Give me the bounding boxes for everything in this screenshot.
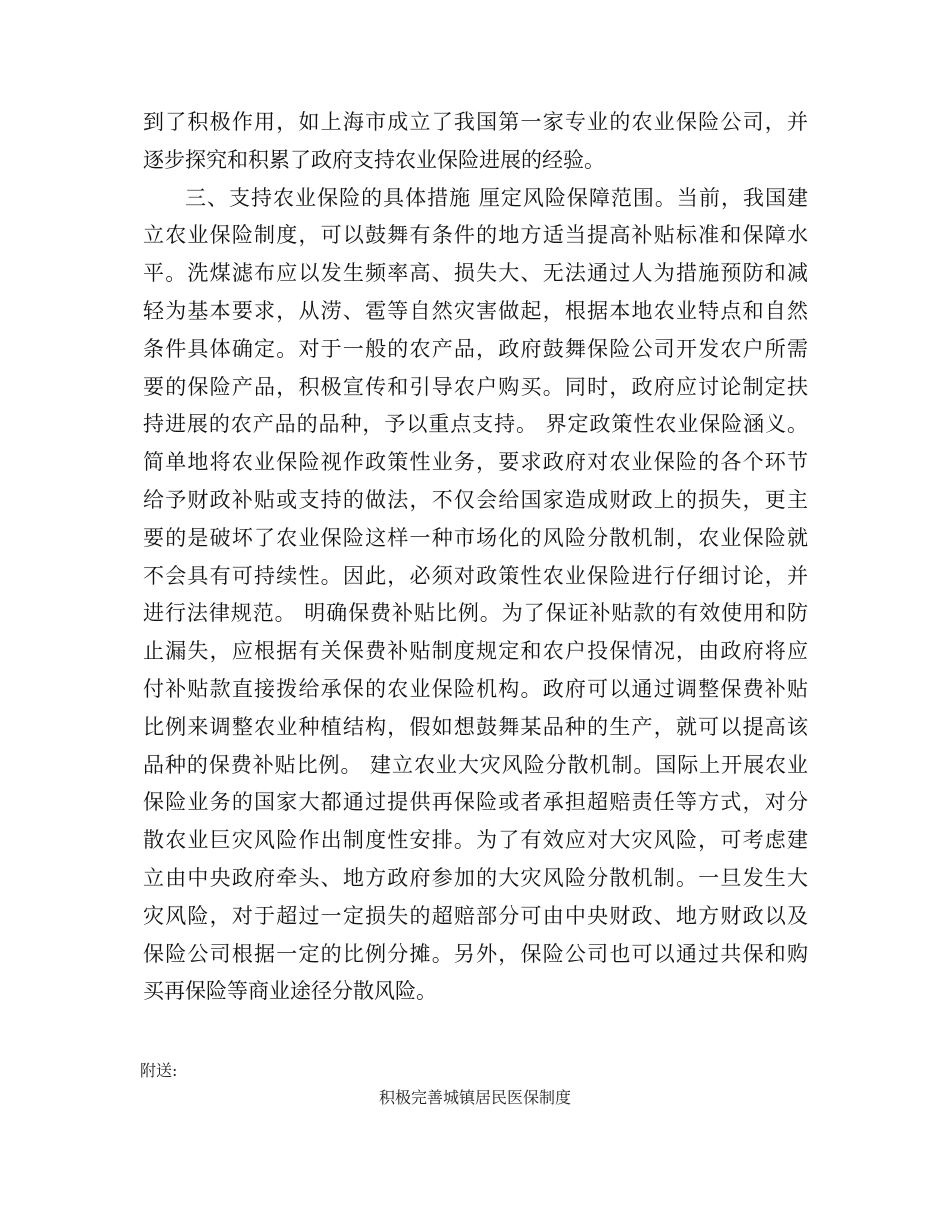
text-line: 要的是破坏了农业保险这样一种市场化的风险分散机制，农业保险就 — [143, 525, 808, 550]
text-line: 简单地将农业保险视作政策性业务，要求政府对农业保险的各个环节 — [143, 450, 808, 475]
text-line: 持进展的农产品的品种，予以重点支持。 界定政策性农业保险涵义。 — [143, 412, 808, 437]
text-line: 给予财政补贴或支持的做法，不仅会给国家造成财政上的损失，更主 — [143, 487, 808, 512]
appendix-title: 积极完善城镇居民医保制度 — [378, 1088, 571, 1107]
text-line: 逐步探究和积累了政府支持农业保险进展的经验。 — [143, 147, 605, 172]
body-text — [143, 104, 808, 1011]
appendix-label: 附送: — [140, 1061, 178, 1080]
text-line: 要的保险产品，积极宣传和引导农户购买。同时，政府应讨论制定扶 — [143, 374, 808, 399]
text-line: 轻为基本要求，从涝、雹等自然灾害做起，根据本地农业特点和自然 — [143, 298, 808, 323]
text-line: 条件具体确定。对于一般的农产品，政府鼓舞保险公司开发农户所需 — [143, 336, 808, 361]
text-line: 买再保险等商业途径分散风险。 — [143, 979, 437, 1004]
text-line: 散农业巨灾风险作出制度性安排。为了有效应对大灾风险，可考虑建 — [143, 828, 808, 853]
text-line: 立农业保险制度，可以鼓舞有条件的地方适当提高补贴标准和保障水 — [143, 223, 808, 248]
text-line: 平。洗煤滤布应以发生频率高、损失大、无法通过人为措施预防和减 — [143, 261, 808, 286]
text-line: 灾风险，对于超过一定损失的超赔部分可由中央财政、地方财政以及 — [143, 903, 808, 928]
text-line: 不会具有可持续性。因此，必须对政策性农业保险进行仔细讨论，并 — [143, 563, 808, 588]
text-line: 立由中央政府牵头、地方政府参加的大灾风险分散机制。一旦发生大 — [143, 865, 808, 890]
text-line: 保险公司根据一定的比例分摊。另外，保险公司也可以通过共保和购 — [143, 941, 808, 966]
section-heading-line: 三、支持农业保险的具体措施 厘定风险保障范围。当前，我国建 — [185, 185, 808, 210]
text-line: 止漏失，应根据有关保费补贴制度规定和农户投保情况，由政府将应 — [143, 639, 808, 664]
text-line: 进行法律规范。 明确保费补贴比例。为了保证补贴款的有效使用和防 — [143, 601, 808, 626]
text-line: 付补贴款直接拨给承保的农业保险机构。政府可以通过调整保费补贴 — [143, 676, 808, 701]
text-line: 品种的保费补贴比例。 建立农业大灾风险分散机制。国际上开展农业 — [143, 752, 808, 777]
text-line: 比例来调整农业种植结构，假如想鼓舞某品种的生产，就可以提高该 — [143, 714, 808, 739]
text-line: 到了积极作用，如上海市成立了我国第一家专业的农业保险公司，并 — [143, 110, 808, 134]
text-line: 保险业务的国家大都通过提供再保险或者承担超赔责任等方式，对分 — [143, 790, 808, 815]
